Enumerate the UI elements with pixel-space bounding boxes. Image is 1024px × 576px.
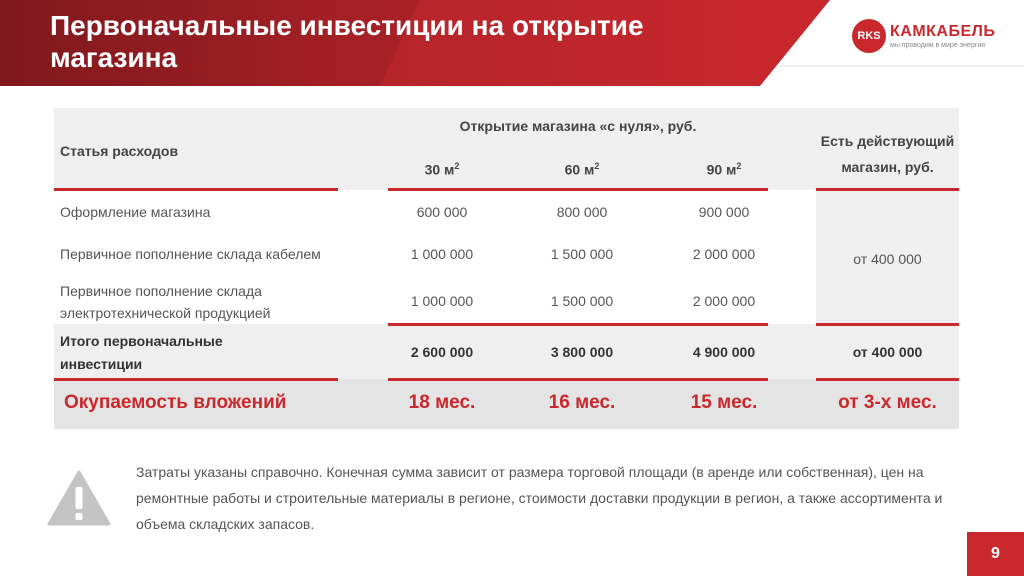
row-value: 1 000 000 [410, 293, 474, 309]
header-size-90: 90 $м^2$ [706, 161, 742, 178]
row-label: Оформление магазина [60, 204, 211, 220]
total-existing: от 400 000 [852, 344, 923, 360]
total-value: 2 600 000 [410, 344, 474, 360]
rule [54, 188, 338, 191]
total-value: 4 900 000 [692, 344, 756, 360]
row-value: 800 000 [556, 204, 608, 220]
row-value: 1 500 000 [550, 246, 614, 262]
rule [388, 323, 768, 326]
rule [54, 378, 338, 381]
page-title: Первоначальные инвестиции на открытие магазина [50, 10, 644, 73]
row-value: 900 000 [698, 204, 750, 220]
brand-logo [852, 18, 995, 54]
payback-value: 15 мес. [690, 392, 758, 413]
row-value: 1 000 000 [410, 246, 474, 262]
payback-value: 18 мес. [408, 392, 476, 413]
payback-existing: от 3-х мес. [838, 392, 937, 413]
total-value: 3 800 000 [550, 344, 614, 360]
logo-slogan: мы проводим в мире энергия [890, 41, 986, 49]
payback-label: Окупаемость вложений [64, 392, 287, 413]
header-size-60: 60 $м^2$ [564, 161, 600, 178]
row-value: 1 500 000 [550, 293, 614, 309]
note-text: Затраты указаны справочно. Конечная сумма зависит от размера торговой площади (в аренде или собственная), цен на ремонтные работы и строительные материалы в регионе, стоимости доставки продукции в регион, а также ассортимента и объема складских запасов. [136, 464, 943, 532]
payback-value: 16 мес. [548, 392, 616, 413]
rule [816, 378, 959, 381]
logo-name: КАМКАБЕЛЬ [890, 22, 996, 40]
header-banner [0, 0, 1024, 86]
header-size-30: 30 $м^2$ [424, 161, 460, 178]
row-label: Первичное пополнение склада кабелем [60, 246, 321, 262]
header-item: Статья расходов [60, 143, 179, 159]
row-label: Первичное пополнение склада электротехнической продукцией [60, 283, 271, 321]
header-group: Открытие магазина «с нуля», руб. [459, 118, 697, 134]
total-label: Итого первоначальные инвестиции [60, 333, 223, 372]
warning-icon [47, 470, 111, 526]
logo-mark: RKS [852, 19, 886, 53]
rule [816, 188, 959, 191]
row-value: 2 000 000 [692, 293, 756, 309]
rule [388, 378, 768, 381]
rule [816, 323, 959, 326]
header-existing: Есть действующий магазин, руб. [820, 133, 955, 175]
page-number: 9 [967, 532, 1024, 576]
existing-value: от 400 000 [853, 251, 922, 267]
row-value: 2 000 000 [692, 246, 756, 262]
investment-table [54, 108, 959, 429]
rule [388, 188, 768, 191]
row-value: 600 000 [416, 204, 468, 220]
